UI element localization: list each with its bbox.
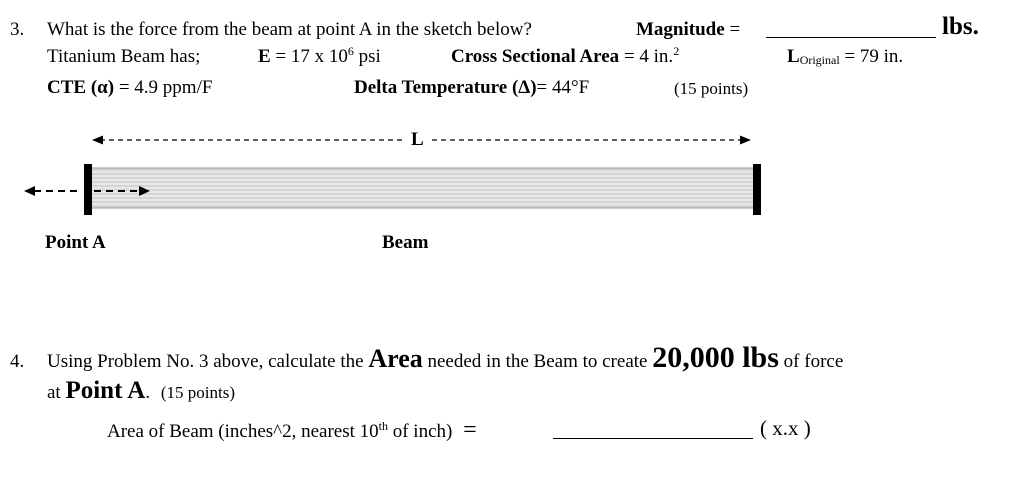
magnitude-equals: = [729,19,741,40]
area-exponent: 2 [673,44,680,58]
cte-value: = 4.9 ppm/F [118,77,213,98]
delta-temp-label: Delta Temperature (Δ) [354,77,537,98]
length-dimension-label: L [411,129,424,150]
cte-label: CTE (α) [47,77,115,98]
wall-point-a [84,164,92,215]
answer-format: ( x.x ) [760,416,811,440]
force-arrow-left-head [24,186,35,196]
q4-text-1: Using Problem No. 3 above, calculate the [47,351,364,372]
answer-label-2: of inch) [387,421,453,442]
q4-at: at [47,382,61,403]
q3-points: (15 points) [674,79,749,98]
q4-point-a: Point A [65,377,146,404]
answer-superscript: th [378,419,388,433]
q4-force-value: 20,000 lbs [652,341,779,374]
modulus-unit: psi [353,46,381,67]
area-answer-blank[interactable] [553,438,753,439]
q4-points: (15 points) [160,383,235,402]
unit-lbs: lbs. [942,13,979,40]
q4-line-1 [10,341,843,375]
modulus-value: = 17 x 10 [275,46,348,67]
q4-area-word: Area [368,344,423,373]
area-label: Cross Sectional Area [451,46,620,67]
q4-period: . [145,382,151,403]
length-label: L [787,46,800,67]
length-value: = 79 in. [839,46,904,67]
q4-answer-label [107,417,477,444]
area-value: = 4 in. [623,46,674,67]
arrow-left-head [92,136,103,145]
q4-text-2: needed in the Beam to create [427,351,648,372]
arrow-right-head [740,136,751,145]
material-text: Titanium Beam has; [47,46,201,67]
q3-question: What is the force from the beam at point A in the sketch below? [47,19,532,40]
answer-label-1: Area of Beam (inches^2, nearest 10 [107,421,379,442]
beam-label: Beam [382,232,429,253]
length-subscript: Original [799,53,840,67]
q4-number: 4. [10,351,25,372]
modulus-label: E [258,46,271,67]
q4-line-2 [47,377,235,405]
modulus-exponent: 6 [347,44,354,58]
delta-temp-value: = 44°F [536,77,590,98]
q4-text-3: of force [783,351,844,372]
wall-right [753,164,761,215]
answer-equals: = [463,417,477,443]
point-a-label: Point A [45,232,106,253]
q3-number: 3. [10,19,25,40]
magnitude-label: Magnitude [636,19,725,40]
